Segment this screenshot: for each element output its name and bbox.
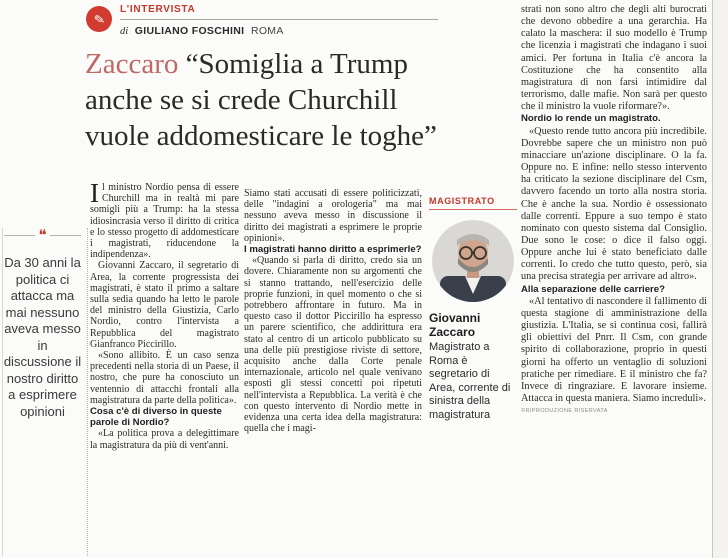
interview-question: Cosa c'è di diverso in queste parole di Nordio? — [90, 406, 222, 429]
quote-mark-icon: ❝ — [38, 226, 47, 244]
interview-question: Alla separazione delle carriere? — [521, 283, 665, 295]
article-paragraph: Giovanni Zaccaro, il segretario di Area, la corrente progressista dei magistrati, è stato il primo a saltare sulla sedia quando ha letto le parole del ministro della Giustizia, Carlo Nordio, contro l'intervista a Repubblica del magistrato Gianfranco Piccirillo. — [90, 260, 239, 350]
interview-question: I magistrati hanno diritto a esprimerle? — [244, 244, 422, 256]
column-dotted-divider — [87, 228, 88, 556]
caption-role: Magistrato a Roma è segretario di Area, corrente di sinistra della magistratura — [429, 341, 511, 421]
pull-quote-text: Da 30 anni la politica ci attacca ma mai nessuno aveva messo in discussione il nostro diritto a esprimere opinioni — [3, 255, 82, 419]
copyright-notice: ©RIPRODUZIONE RISERVATA — [521, 408, 608, 415]
page-edge-strip — [713, 0, 728, 558]
article-headline — [85, 46, 447, 154]
portrait-photo — [432, 220, 514, 302]
page-right-edge-rule — [712, 0, 713, 558]
photo-caption — [429, 311, 517, 422]
article-paragraph: «Al tentativo di nascondere il fallimento di questa stagione di amministrazione della giustizia. L'Italia, se si continua così, fallirà gli obiettivi del Pnrr. Il Csm, con grande spirito di collaborazione, proprio in questi giorni ha offerto un ventaglio di soluzioni pratiche per rimediare. E il ministro che fa? Invece di ringraziare. E lavorare insieme. Attacca in questa maniera. Siamo increduli». — [521, 295, 707, 404]
interview-question: Nordio lo rende un magistrato. — [521, 113, 661, 125]
byline-place: ROMA — [250, 25, 284, 37]
article-paragraph: «Questo rende tutto ancora più incredibile. Dovrebbe sapere che un ministro non può minacciare un'azione disciplinare. O la fa. Oppure no. E infine: nello stesso intervento ha criticato la sezione disciplinare del Csm, davvero facendo un torto alla nostra storia. Che è anche la sua. Nordio è ossessionato dalle correnti. Eppure a suo tempo è stato nominato con questo sistema dal Consiglio. Due sono le cose: o dice il falso oggi. Oppure anche lui è stato beneficiato dalle correnti. Io credo che tutto questo, però, sia una precisa strategia per arrivare ad altro». — [521, 125, 707, 283]
article-paragraph: Siamo stati accusati di essere politicizzati, delle "indagini a orologeria" ma mai nessuno aveva messo in discussione il diritto dei magistrati a esprimere le proprie opinioni». — [244, 188, 422, 244]
byline — [120, 25, 284, 37]
article-paragraph: Il ministro Nordio pensa di essere Churchill ma in realtà mi pare somigli più a Trump: ha la stessa idiosincrasia verso il diritto di critica e lo stesso progetto di addomesticare i magistrati, riducendone la indipendenza». — [90, 178, 239, 261]
byline-prefix: di — [120, 26, 129, 37]
ornament-line — [50, 235, 81, 236]
photo-box-rule — [429, 209, 517, 210]
pen-icon: ✎ — [92, 10, 106, 28]
interview-pen-icon — [86, 6, 112, 32]
article-paragraph: «Sono allibito. È un caso senza precedenti nella storia di un Paese, il nostro, che pure ha conosciuto un ventennio di attacchi frontali alla magistratura da parte della politica». — [90, 350, 239, 406]
kicker-divider — [120, 19, 438, 20]
ornament-line — [4, 235, 35, 236]
article-column-3 — [521, 4, 707, 417]
photo-box — [429, 196, 517, 422]
headline-name: Zaccaro — [85, 48, 179, 80]
pull-quote — [0, 228, 85, 420]
drop-cap: I — [90, 178, 99, 208]
article-paragraph: «La politica prova a delegittimare la magistratura da più di vent'anni. — [90, 428, 239, 451]
article-column-2 — [244, 188, 422, 434]
article-paragraph: «Quando si parla di diritto, credo sia un dovere. Chiaramente non su argomenti che si stanno trattando, nell'esercizio delle proprie funzioni, in quel momento o che si potrebbero affrontare in futuro. Ma in questo caso il dottor Piccirillo ha espresso un parere scientifico, che addirittura era stato al centro di un articolo pubblicato su una delle più prestigiose riviste di settore, acquisito anche dalla Corte penale internazionale, articolo nel quale venivano esposti gli stessi concetti poi ripetuti nell'intervista a Repubblica. La verità è che con questo intervento di Nordio mette in evidenza una certa idea della magistratura: quella che i magi- — [244, 255, 422, 435]
byline-author: GIULIANO FOSCHINI — [134, 25, 245, 37]
pull-quote-ornament — [0, 228, 85, 243]
section-kicker: L'INTERVISTA — [120, 4, 196, 15]
caption-name: Giovanni Zaccaro — [429, 311, 481, 339]
article-paragraph: strati non sono altro che degli alti burocrati che devono obbedire a una gerarchia. Ha calato la maschera: il suo modello è Trump che licenzia i magistrati che indagano i suoi amici. Per fortuna in Italia c'è ancora la Costituzione che ha consentito alla magistratura di non farsi intimidire dal terrorismo, dalle mafie. Non sarà per questo che il ministro la vuole riformare?». — [521, 4, 707, 113]
headline-quote: “Somiglia a Trump anche se si crede Churchill vuole addomesticare le toghe” — [85, 48, 437, 152]
photo-box-label: MAGISTRATO — [429, 196, 495, 206]
article-column-1 — [90, 178, 239, 451]
